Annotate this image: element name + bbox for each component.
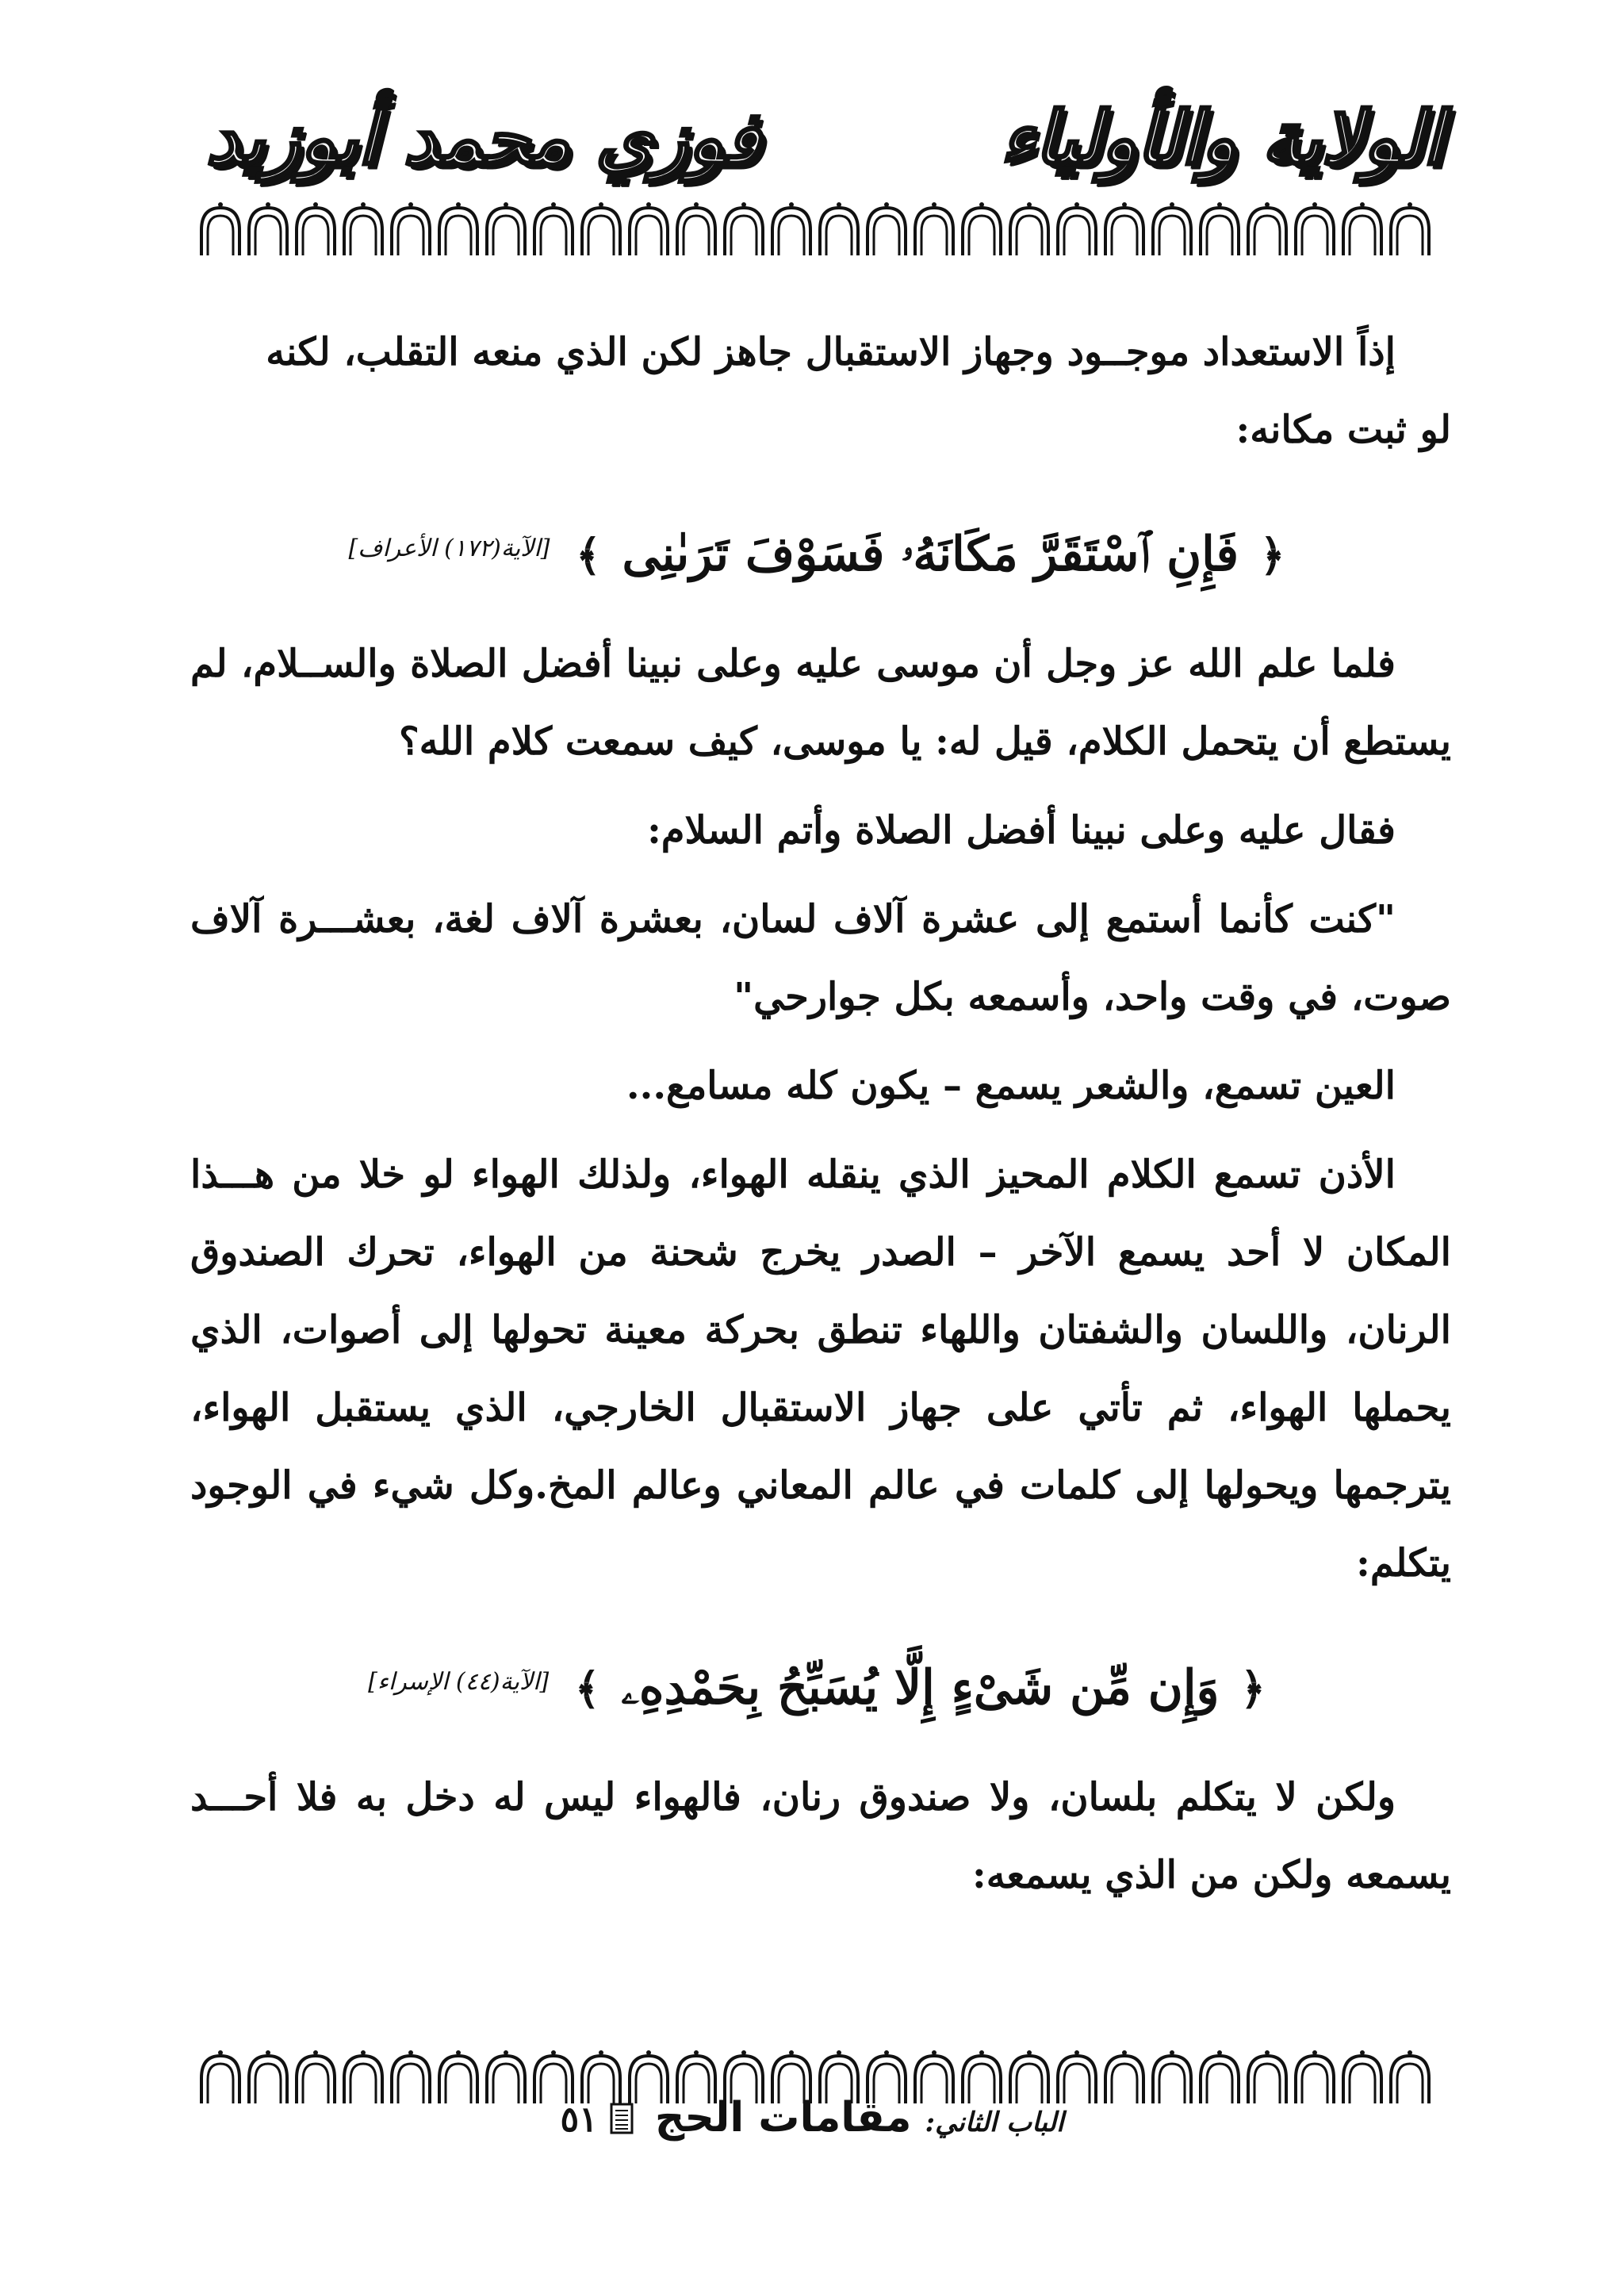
page-header [190,95,1443,198]
verse-open-bracket: ﴿ [1259,530,1285,581]
paragraph: فقال عليه وعلى نبينا أفضل الصلاة وأتم السلام: [647,808,1396,853]
paragraph: الأذن تسمع الكلام المحيز الذي ينقله الهواء، ولذلك الهواء لو خلا من هـــذا المكان لا أحد يسمع الآخر – الصدر يخرج شحنة من الهواء، تحرك الصندوق الرنان، واللسان والشفتان واللهاء تنطق بحركة معينة تحولها إلى أصوات، الذي يحملها الهواء، ثم تأتي على جهاز الاستقبال الخارجي، الذي يستقبل الهواء، يترجمها ويحولها إلى كلمات في عالم المعاني وعالم المخ.وكل شيء في الوجود يتكلم: [190,1152,1452,1586]
verse-open-bracket: ﴿ [1240,1663,1266,1714]
verse-close-bracket: ﴾ [576,530,601,581]
paragraph: العين تسمع، والشعر يسمع – يكون كله مسامع... [626,1064,1396,1108]
paragraph: إذاً الاستعداد موجــود وجهاز الاستقبال جاهز لكن الذي منعه التقلب، لكنه [266,330,1396,374]
verse-reference: [الآية(٤٤) الإسراء] [368,1668,550,1696]
chapter-title: مقامات الحج [654,2094,912,2142]
book-icon [610,2103,634,2134]
quran-verse-1 [190,505,1451,601]
body-text [190,313,1451,1914]
paragraph: ولكن لا يتكلم بلسان، ولا صندوق رنان، فالهواء ليس له دخل به فلا أحـــد يسمعه ولكن من الذي يسمعه: [190,1775,1451,1897]
book-title: الولاية والأولياء [1000,95,1443,181]
quran-verse-2 [190,1639,1451,1735]
author-name: فوزي محمد أبوزيد [206,95,761,181]
verse-text: وَإِن مِّن شَىْءٍ إِلَّا يُسَبِّحُ بِحَمْدِهِۦ [621,1660,1220,1716]
verse-text: فَإِنِ ٱسْتَقَرَّ مَكَانَهُۥ فَسَوْفَ تَرَىٰنِى [622,527,1239,582]
chapter-label: الباب الثاني: [925,2107,1064,2138]
top-ornament-border [197,198,1434,262]
page-footer [0,2094,1624,2142]
verse-reference: [الآية(١٧٢) الأعراف] [348,535,550,562]
page-number: ٥١ [560,2099,598,2140]
paragraph: لو ثبت مكانه: [1235,408,1451,452]
paragraph: فلما علم الله عز وجل أن موسى عليه وعلى نبينا أفضل الصلاة والســلام، لم يستطع أن يتحمل الكلام، قيل له: يا موسى، كيف سمعت كلام الله؟ [190,642,1451,764]
verse-close-bracket: ﴾ [574,1663,600,1714]
paragraph: "كنت كأنما أستمع إلى عشرة آلاف لسان، بعشرة آلاف لغة، بعشـــرة آلاف صوت، في وقت واحد، وأسمعه بكل جوارحي" [190,897,1451,1019]
